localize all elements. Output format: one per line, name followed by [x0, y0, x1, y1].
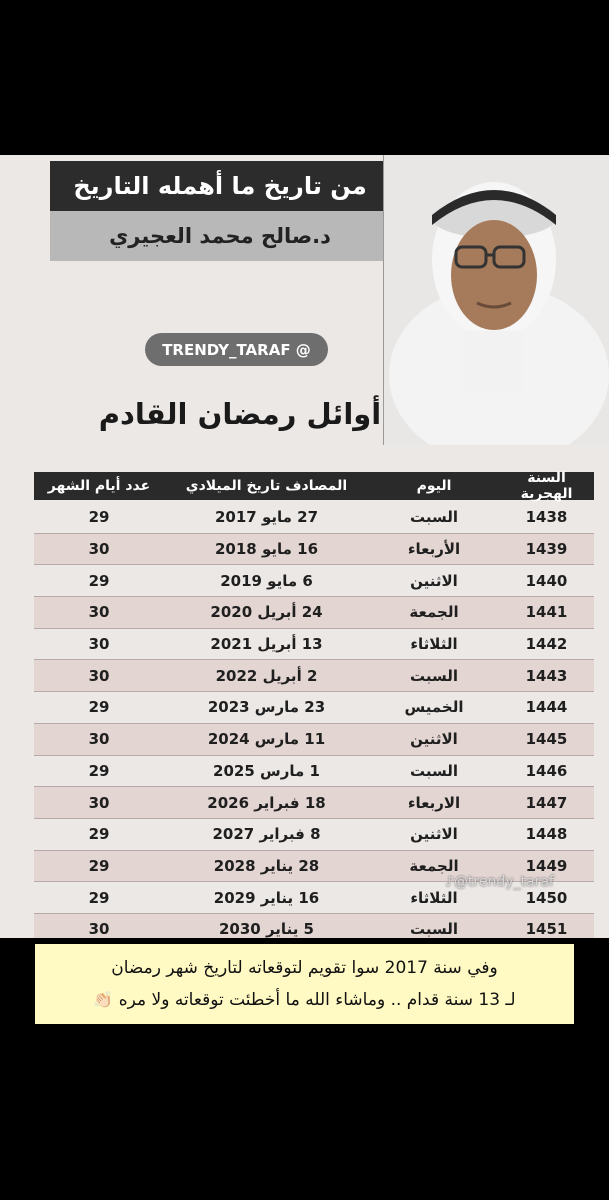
- header-days-count: عدد أيام الشهر: [47, 478, 151, 494]
- days-count-cell: 30: [88, 730, 110, 749]
- date-cell: 16 مايو 2018: [214, 540, 319, 559]
- day-cell: السبت: [409, 666, 459, 685]
- hijri-year-cell: 1441: [525, 603, 568, 622]
- day-cell: السبت: [409, 761, 459, 780]
- date-cell: 23 مارس 2023: [207, 698, 326, 717]
- day-cell: الثلاثاء: [410, 635, 458, 654]
- day-cell: السبت: [409, 920, 459, 938]
- hijri-year-cell: 1446: [525, 761, 568, 780]
- date-cell: 1 مارس 2025: [213, 761, 320, 780]
- days-count-cell: 29: [88, 571, 110, 590]
- days-count-cell: 29: [88, 856, 110, 875]
- hijri-year-cell: 1448: [525, 825, 568, 844]
- hijri-year-cell: 1438: [525, 508, 568, 527]
- ramadan-table: [34, 502, 594, 938]
- days-count-cell: 30: [88, 540, 110, 559]
- days-count-cell: 29: [88, 698, 110, 717]
- header-gregorian-date: المصادف تاريخ الميلادي: [185, 478, 348, 494]
- table-row: [34, 565, 594, 597]
- hijri-year-cell: 1444: [525, 698, 568, 717]
- date-cell: 13 أبريل 2021: [210, 635, 323, 654]
- day-cell: الاثنين: [410, 571, 458, 590]
- days-count-cell: 29: [88, 508, 110, 527]
- hijri-year-cell: 1443: [525, 666, 568, 685]
- tiktok-watermark: ♪@trendy_taraf: [445, 874, 554, 890]
- caption-line-1: وفي سنة 2017 سوا تقويم لتوقعاته لتاريخ شهر رمضان: [111, 958, 498, 978]
- day-cell: الأربعاء: [407, 540, 461, 559]
- days-count-cell: 29: [88, 888, 110, 907]
- table-row: [34, 597, 594, 629]
- days-count-cell: 30: [88, 666, 110, 685]
- table-row: [34, 629, 594, 661]
- day-cell: السبت: [409, 508, 459, 527]
- date-cell: 16 يناير 2029: [213, 888, 320, 907]
- day-cell: الاربعاء: [407, 793, 461, 812]
- table-row: [34, 724, 594, 756]
- date-cell: 24 أبريل 2020: [210, 603, 323, 622]
- date-cell: 27 مايو 2017: [214, 508, 319, 527]
- clapping-hands-icon: 👏🏻: [93, 990, 114, 1009]
- date-cell: 18 فبراير 2026: [207, 793, 326, 812]
- day-cell: الاثنين: [410, 730, 458, 749]
- author-photo: [383, 155, 609, 445]
- days-count-cell: 30: [88, 603, 110, 622]
- date-cell: 5 يناير 2030: [219, 920, 314, 938]
- newspaper-clipping: [0, 155, 609, 938]
- table-row: [34, 787, 594, 819]
- date-cell: 8 فبراير 2027: [212, 825, 321, 844]
- table-row: [34, 534, 594, 566]
- hijri-year-cell: 1440: [525, 571, 568, 590]
- hijri-year-cell: 1442: [525, 635, 568, 654]
- date-cell: 2 أبريل 2022: [215, 666, 318, 685]
- column-title: من تاريخ ما أهمله التاريخ: [50, 161, 390, 211]
- date-cell: 11 مارس 2024: [207, 730, 326, 749]
- hijri-year-cell: 1451: [525, 920, 568, 938]
- hijri-year-cell: 1439: [525, 540, 568, 559]
- table-row: [34, 692, 594, 724]
- headline: أوائل رمضان القادم: [98, 397, 382, 431]
- table-row: [34, 502, 594, 534]
- hijri-year-cell: 1450: [525, 888, 568, 907]
- day-cell: الاثنين: [410, 825, 458, 844]
- table-row: [34, 756, 594, 788]
- hijri-year-cell: 1449: [525, 856, 568, 875]
- hijri-year-cell: 1445: [525, 730, 568, 749]
- date-cell: 28 يناير 2028: [213, 856, 320, 875]
- caption-line-2: لـ 13 سنة قدام .. وماشاء الله ما أخطئت توقعاته ولا مره: [118, 990, 516, 1010]
- header-day: اليوم: [416, 478, 452, 494]
- day-cell: الجمعة: [409, 856, 459, 875]
- day-cell: الجمعة: [409, 603, 459, 622]
- header-hijri-year: السنة الهجرية: [520, 470, 573, 502]
- caption-box: [35, 944, 574, 1024]
- hijri-year-cell: 1447: [525, 793, 568, 812]
- table-header: [34, 472, 594, 500]
- day-cell: الثلاثاء: [410, 888, 458, 907]
- watermark-badge: TRENDY_TARAF @: [145, 333, 328, 366]
- date-cell: 6 مايو 2019: [220, 571, 313, 590]
- author-name: د.صالح محمد العجيري: [50, 211, 390, 261]
- day-cell: الخميس: [404, 698, 464, 717]
- days-count-cell: 30: [88, 920, 110, 938]
- days-count-cell: 30: [88, 793, 110, 812]
- table-row: [34, 819, 594, 851]
- days-count-cell: 30: [88, 635, 110, 654]
- table-row: [34, 660, 594, 692]
- days-count-cell: 29: [88, 825, 110, 844]
- table-row: [34, 914, 594, 938]
- days-count-cell: 29: [88, 761, 110, 780]
